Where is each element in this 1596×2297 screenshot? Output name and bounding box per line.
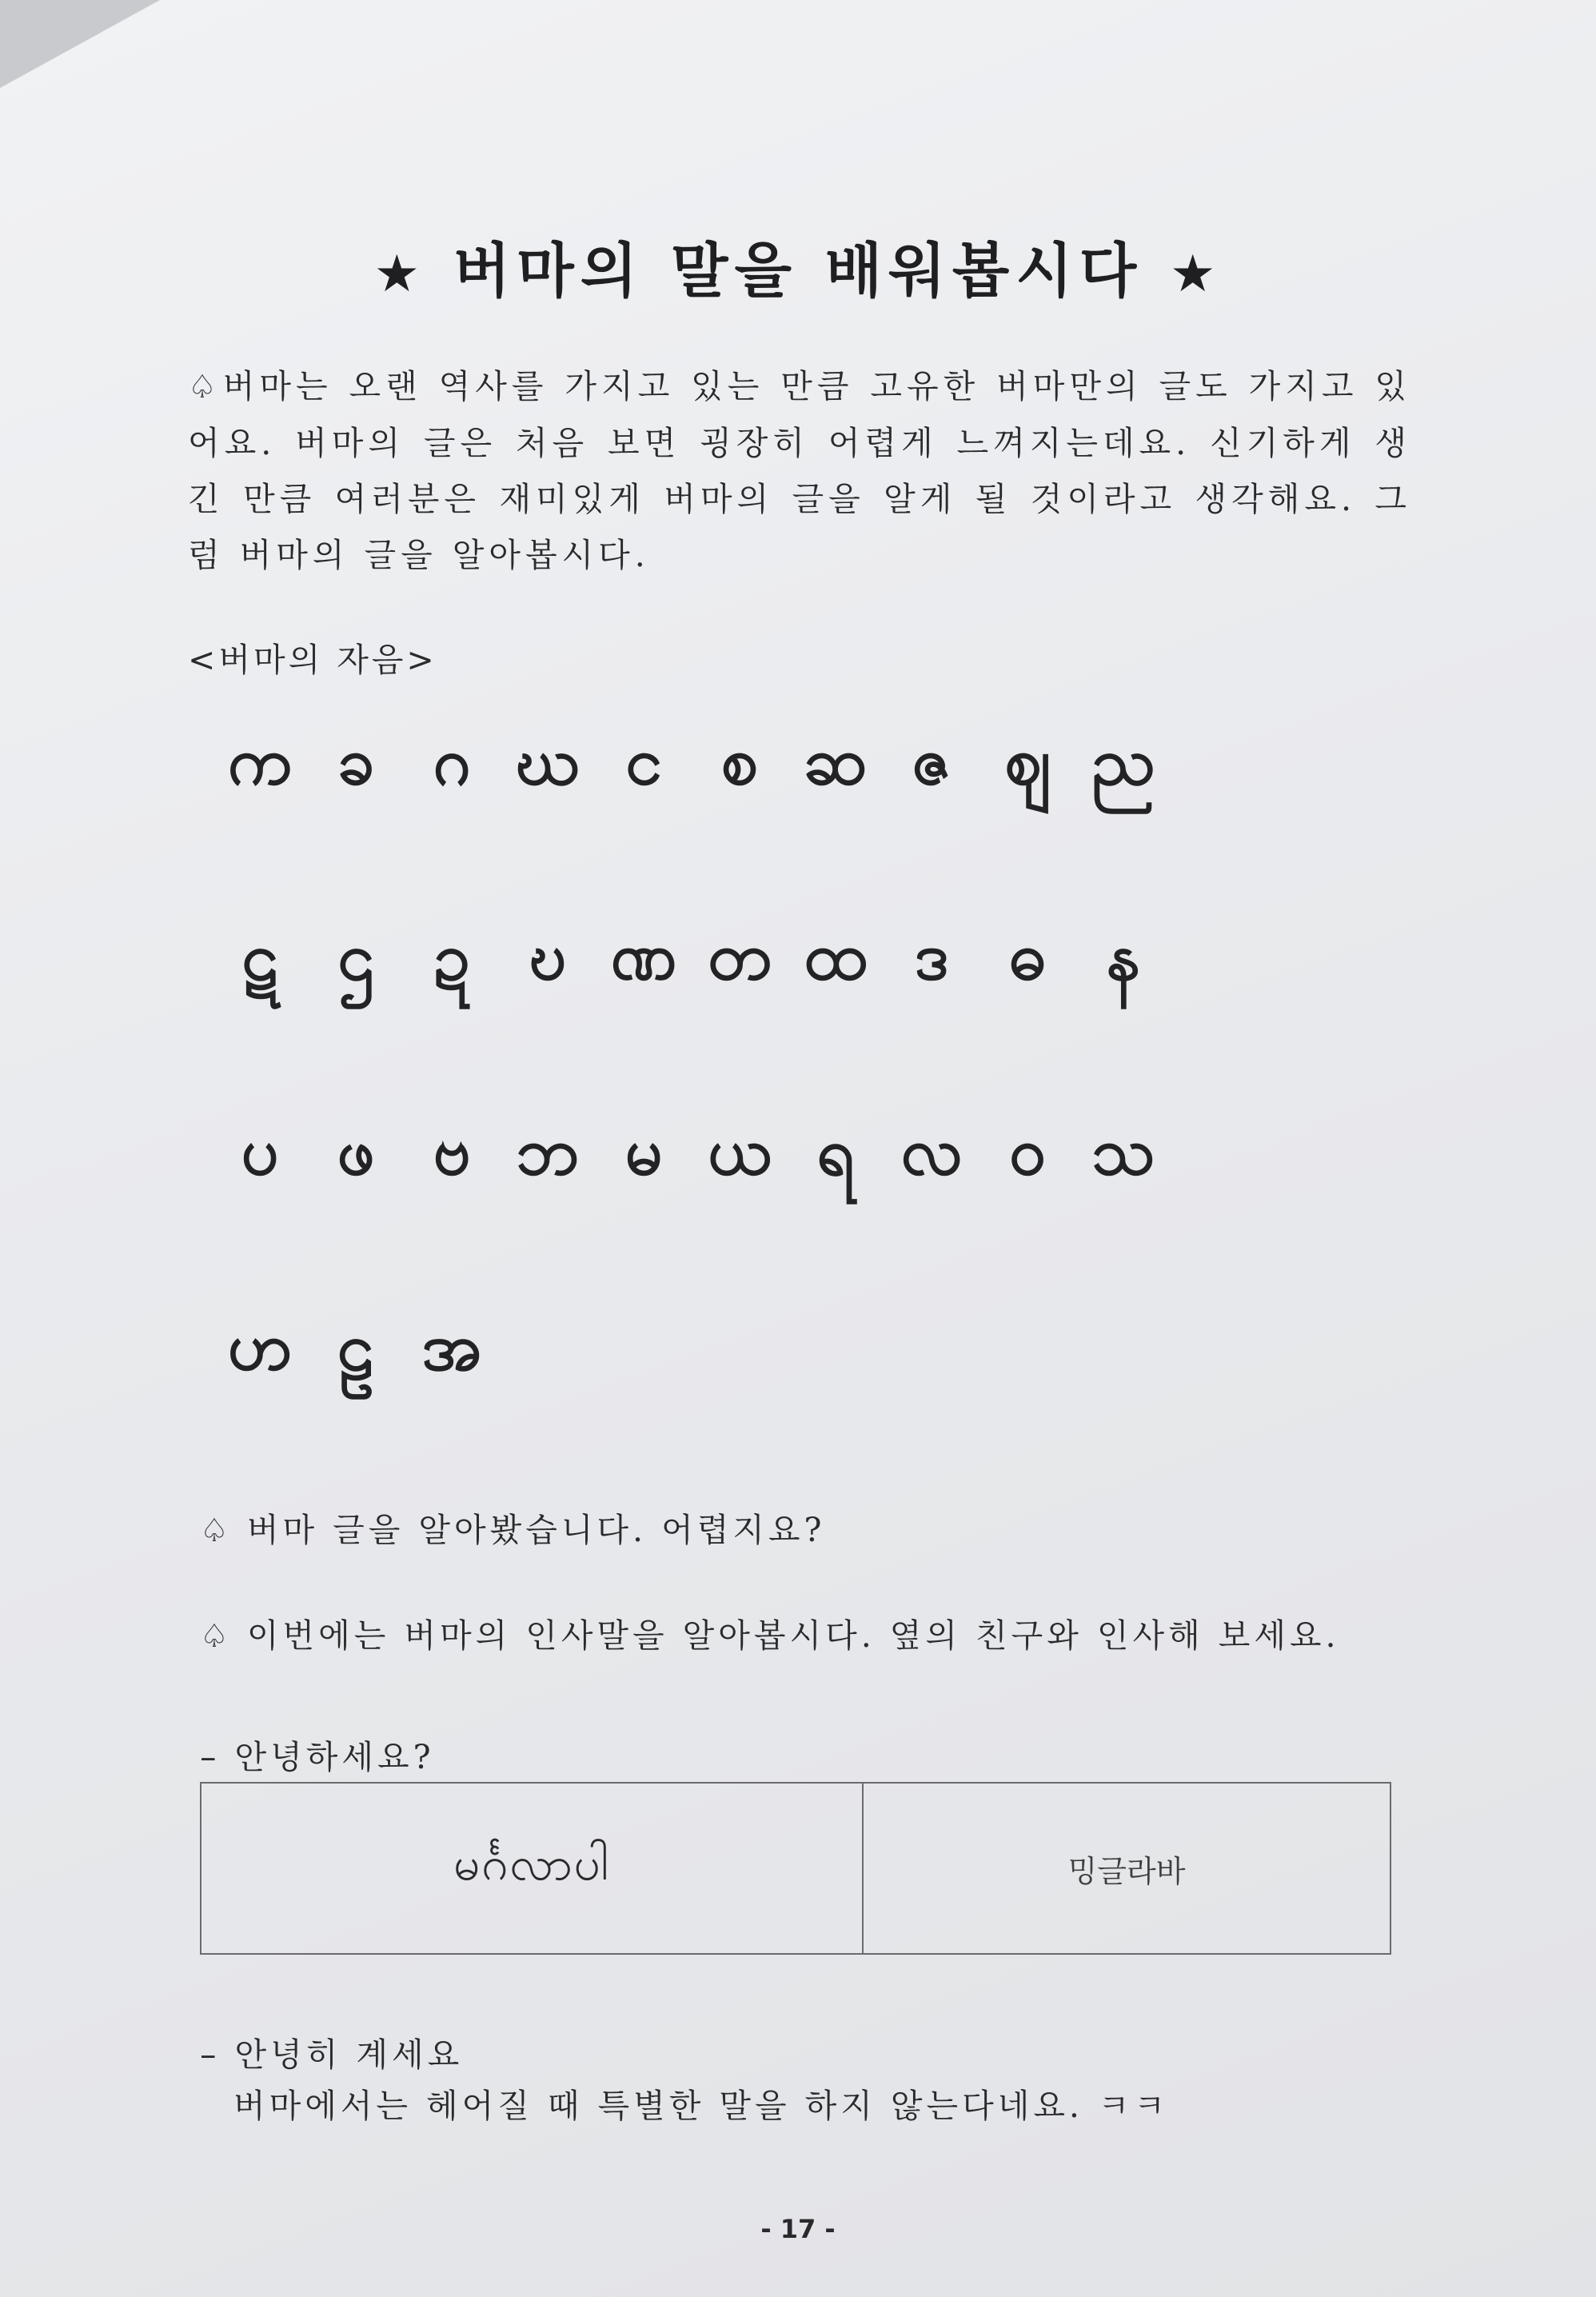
- spade-icon: ♤: [188, 369, 223, 405]
- consonant: ဈ: [1004, 724, 1051, 800]
- consonant: ဠ: [337, 1309, 375, 1385]
- consonant: သ: [1091, 1114, 1155, 1190]
- page-title: [0, 224, 1596, 309]
- consonant-grid: [212, 720, 1331, 1500]
- goodbye-text: 버마에서는 헤어질 때 특별한 말을 하지 않는다네요. ㅋㅋ: [233, 2087, 1170, 2125]
- consonant: ဂ: [433, 724, 471, 800]
- consonant: ည: [1091, 724, 1155, 800]
- title-text: 버마의 말을 배워봅시다: [453, 237, 1143, 306]
- consonant: န: [1106, 919, 1141, 995]
- greeting-burmese-cell: မင်္ဂလာပါ: [201, 1784, 864, 1953]
- consonant-row: [212, 1110, 1331, 1305]
- consonant: မ: [624, 1114, 663, 1190]
- consonant: င: [625, 724, 662, 800]
- consonant: လ: [900, 1114, 963, 1190]
- consonant: ဖ: [337, 1114, 375, 1190]
- spade-icon: ♤: [200, 1618, 233, 1655]
- consonant: က: [227, 724, 293, 800]
- greeting-table: [200, 1782, 1391, 1955]
- consonant: ဝ: [1008, 1114, 1047, 1190]
- consonant-row: [212, 1305, 1331, 1500]
- consonant: ဌ: [337, 919, 374, 995]
- dash-marker: –: [200, 2035, 221, 2074]
- consonant: ဃ: [516, 724, 580, 800]
- consonant: ဍ: [433, 919, 470, 995]
- greeting-intro-line: [200, 1609, 1340, 1656]
- hello-heading-text: 안녕하세요?: [234, 1738, 435, 1776]
- dash-marker: –: [200, 1738, 221, 1776]
- hello-heading: [200, 1731, 435, 1778]
- question-line: [200, 1504, 826, 1551]
- consonant: ထ: [804, 919, 868, 995]
- consonant: ယ: [708, 1114, 772, 1190]
- consonant-row: [212, 720, 1331, 915]
- page-number: - 17 -: [760, 2214, 836, 2244]
- consonant: ရ: [816, 1114, 855, 1190]
- consonant: ဋ: [241, 919, 278, 995]
- consonant: ဗ: [433, 1114, 471, 1190]
- consonant: စ: [720, 724, 759, 800]
- consonant-row: [212, 915, 1331, 1110]
- intro-paragraph: [188, 358, 1411, 583]
- spade-icon: ♤: [200, 1512, 233, 1549]
- consonant: ဘ: [516, 1114, 580, 1190]
- folded-corner: [0, 0, 160, 88]
- consonant: ပ: [241, 1114, 279, 1190]
- consonant: ဟ: [227, 1309, 293, 1385]
- consonant: ဏ: [610, 919, 677, 995]
- greeting-intro-text: 이번에는 버마의 인사말을 알아봅시다. 옆의 친구와 인사해 보세요.: [246, 1616, 1340, 1655]
- greeting-korean-cell: 밍글라바: [1067, 1853, 1186, 1889]
- consonant: ဇ: [912, 724, 952, 800]
- intro-text: 버마는 오랜 역사를 가지고 있는 만큼 고유한 버마만의 글도 가지고 있어요. 버마의 글은 처음 보면 굉장히 어렵게 느껴지는데요. 신기하게 생긴 만큼 여러분은 재미있게 버마의 글을 알게 될 것이라고 생각해요. 그럼 버마의 글을 알아봅시다.: [188, 367, 1412, 574]
- star-icon: ★: [1169, 245, 1223, 304]
- star-icon: ★: [373, 245, 427, 304]
- consonant: တ: [708, 919, 772, 995]
- consonants-heading: <버마의 자음>: [188, 641, 437, 679]
- consonant: ဓ: [1008, 919, 1047, 995]
- goodbye-heading: [200, 2028, 463, 2075]
- consonant: ဒ: [914, 919, 949, 995]
- consonant: ခ: [337, 724, 375, 800]
- consonant: ဆ: [804, 724, 868, 800]
- goodbye-heading-text: 안녕히 계세요: [234, 2035, 464, 2074]
- consonant: အ: [421, 1309, 482, 1385]
- consonant: ဎ: [529, 919, 567, 995]
- question-text: 버마 글을 알아봤습니다. 어렵지요?: [246, 1511, 826, 1549]
